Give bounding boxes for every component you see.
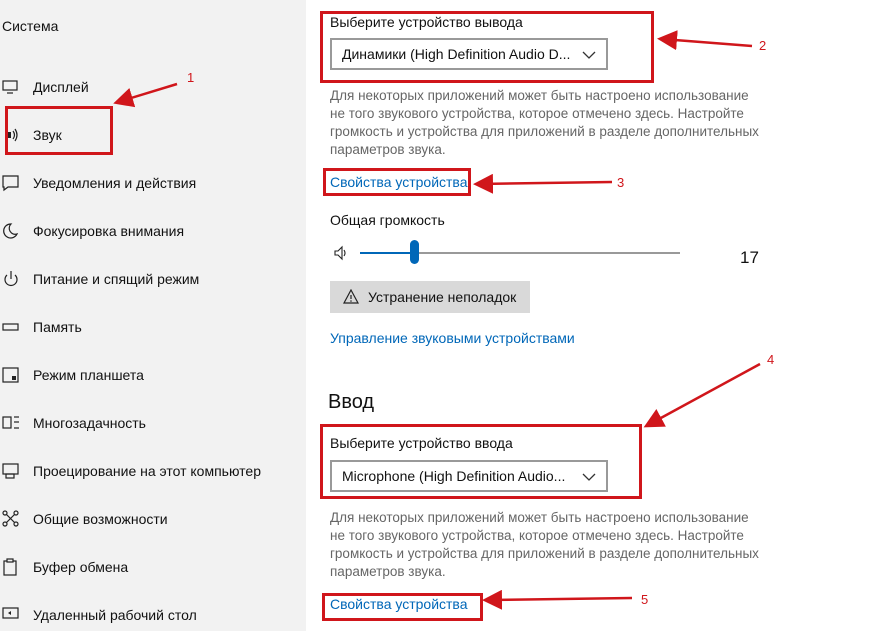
input-description-line: громкость и устройства для приложений в разделе дополнительных	[330, 546, 759, 561]
sidebar-title: Система	[2, 18, 59, 34]
sidebar-item-label: Уведомления и действия	[33, 175, 197, 191]
input-device-value: Microphone (High Definition Audio...	[342, 468, 566, 484]
annotation-arrow-4	[648, 364, 760, 425]
sidebar-item-label: Звук	[33, 127, 62, 143]
sidebar-item-label: Питание и спящий режим	[33, 271, 200, 287]
manage-sound-devices-link[interactable]: Управление звуковыми устройствами	[330, 330, 575, 346]
output-description-line: громкость и устройства для приложений в разделе дополнительных	[330, 124, 759, 139]
sidebar-item-label: Общие возможности	[33, 511, 168, 527]
annotation-number-3: 3	[617, 175, 625, 190]
sidebar-item-label: Многозадачность	[33, 415, 146, 431]
input-description-line: параметров звука.	[330, 564, 446, 579]
output-device-value: Динамики (High Definition Audio D...	[342, 46, 571, 62]
output-description-line: Для некоторых приложений может быть настроено использование	[330, 88, 749, 103]
input-description-line: не того звукового устройства, которое отмечено здесь. Настройте	[330, 528, 744, 543]
output-description-line: не того звукового устройства, которое отмечено здесь. Настройте	[330, 106, 744, 121]
input-description-line: Для некоторых приложений может быть настроено использование	[330, 510, 749, 525]
sidebar-item-label: Буфер обмена	[33, 559, 129, 575]
annotation-arrow-2	[662, 39, 752, 46]
annotation-number-1: 1	[187, 70, 195, 85]
input-device-label: Выберите устройство ввода	[330, 435, 513, 451]
volume-value: 17	[740, 248, 759, 267]
sidebar-item-label: Дисплей	[33, 79, 89, 95]
output-description-line: параметров звука.	[330, 142, 446, 157]
input-section-heading: Ввод	[328, 391, 375, 413]
sidebar-item-label: Режим планшета	[33, 367, 144, 383]
annotation-arrow-1	[118, 84, 177, 102]
sidebar-item-label: Проецирование на этот компьютер	[33, 463, 261, 479]
troubleshoot-label: Устранение неполадок	[368, 289, 517, 305]
annotation-arrow-5	[487, 598, 632, 600]
annotation-number-4: 4	[767, 352, 775, 367]
output-device-label: Выберите устройство вывода	[330, 14, 523, 30]
sidebar-item-label: Фокусировка внимания	[33, 223, 185, 239]
input-device-properties-link[interactable]: Свойства устройства	[330, 596, 468, 612]
sidebar-item-label: Удаленный рабочий стол	[33, 607, 197, 623]
output-device-properties-link[interactable]: Свойства устройства	[330, 174, 468, 190]
annotation-arrow-3	[478, 182, 612, 184]
annotation-number-5: 5	[641, 592, 649, 607]
volume-label: Общая громкость	[330, 212, 445, 228]
sidebar-item-label: Память	[33, 319, 82, 335]
annotation-number-2: 2	[759, 38, 767, 53]
